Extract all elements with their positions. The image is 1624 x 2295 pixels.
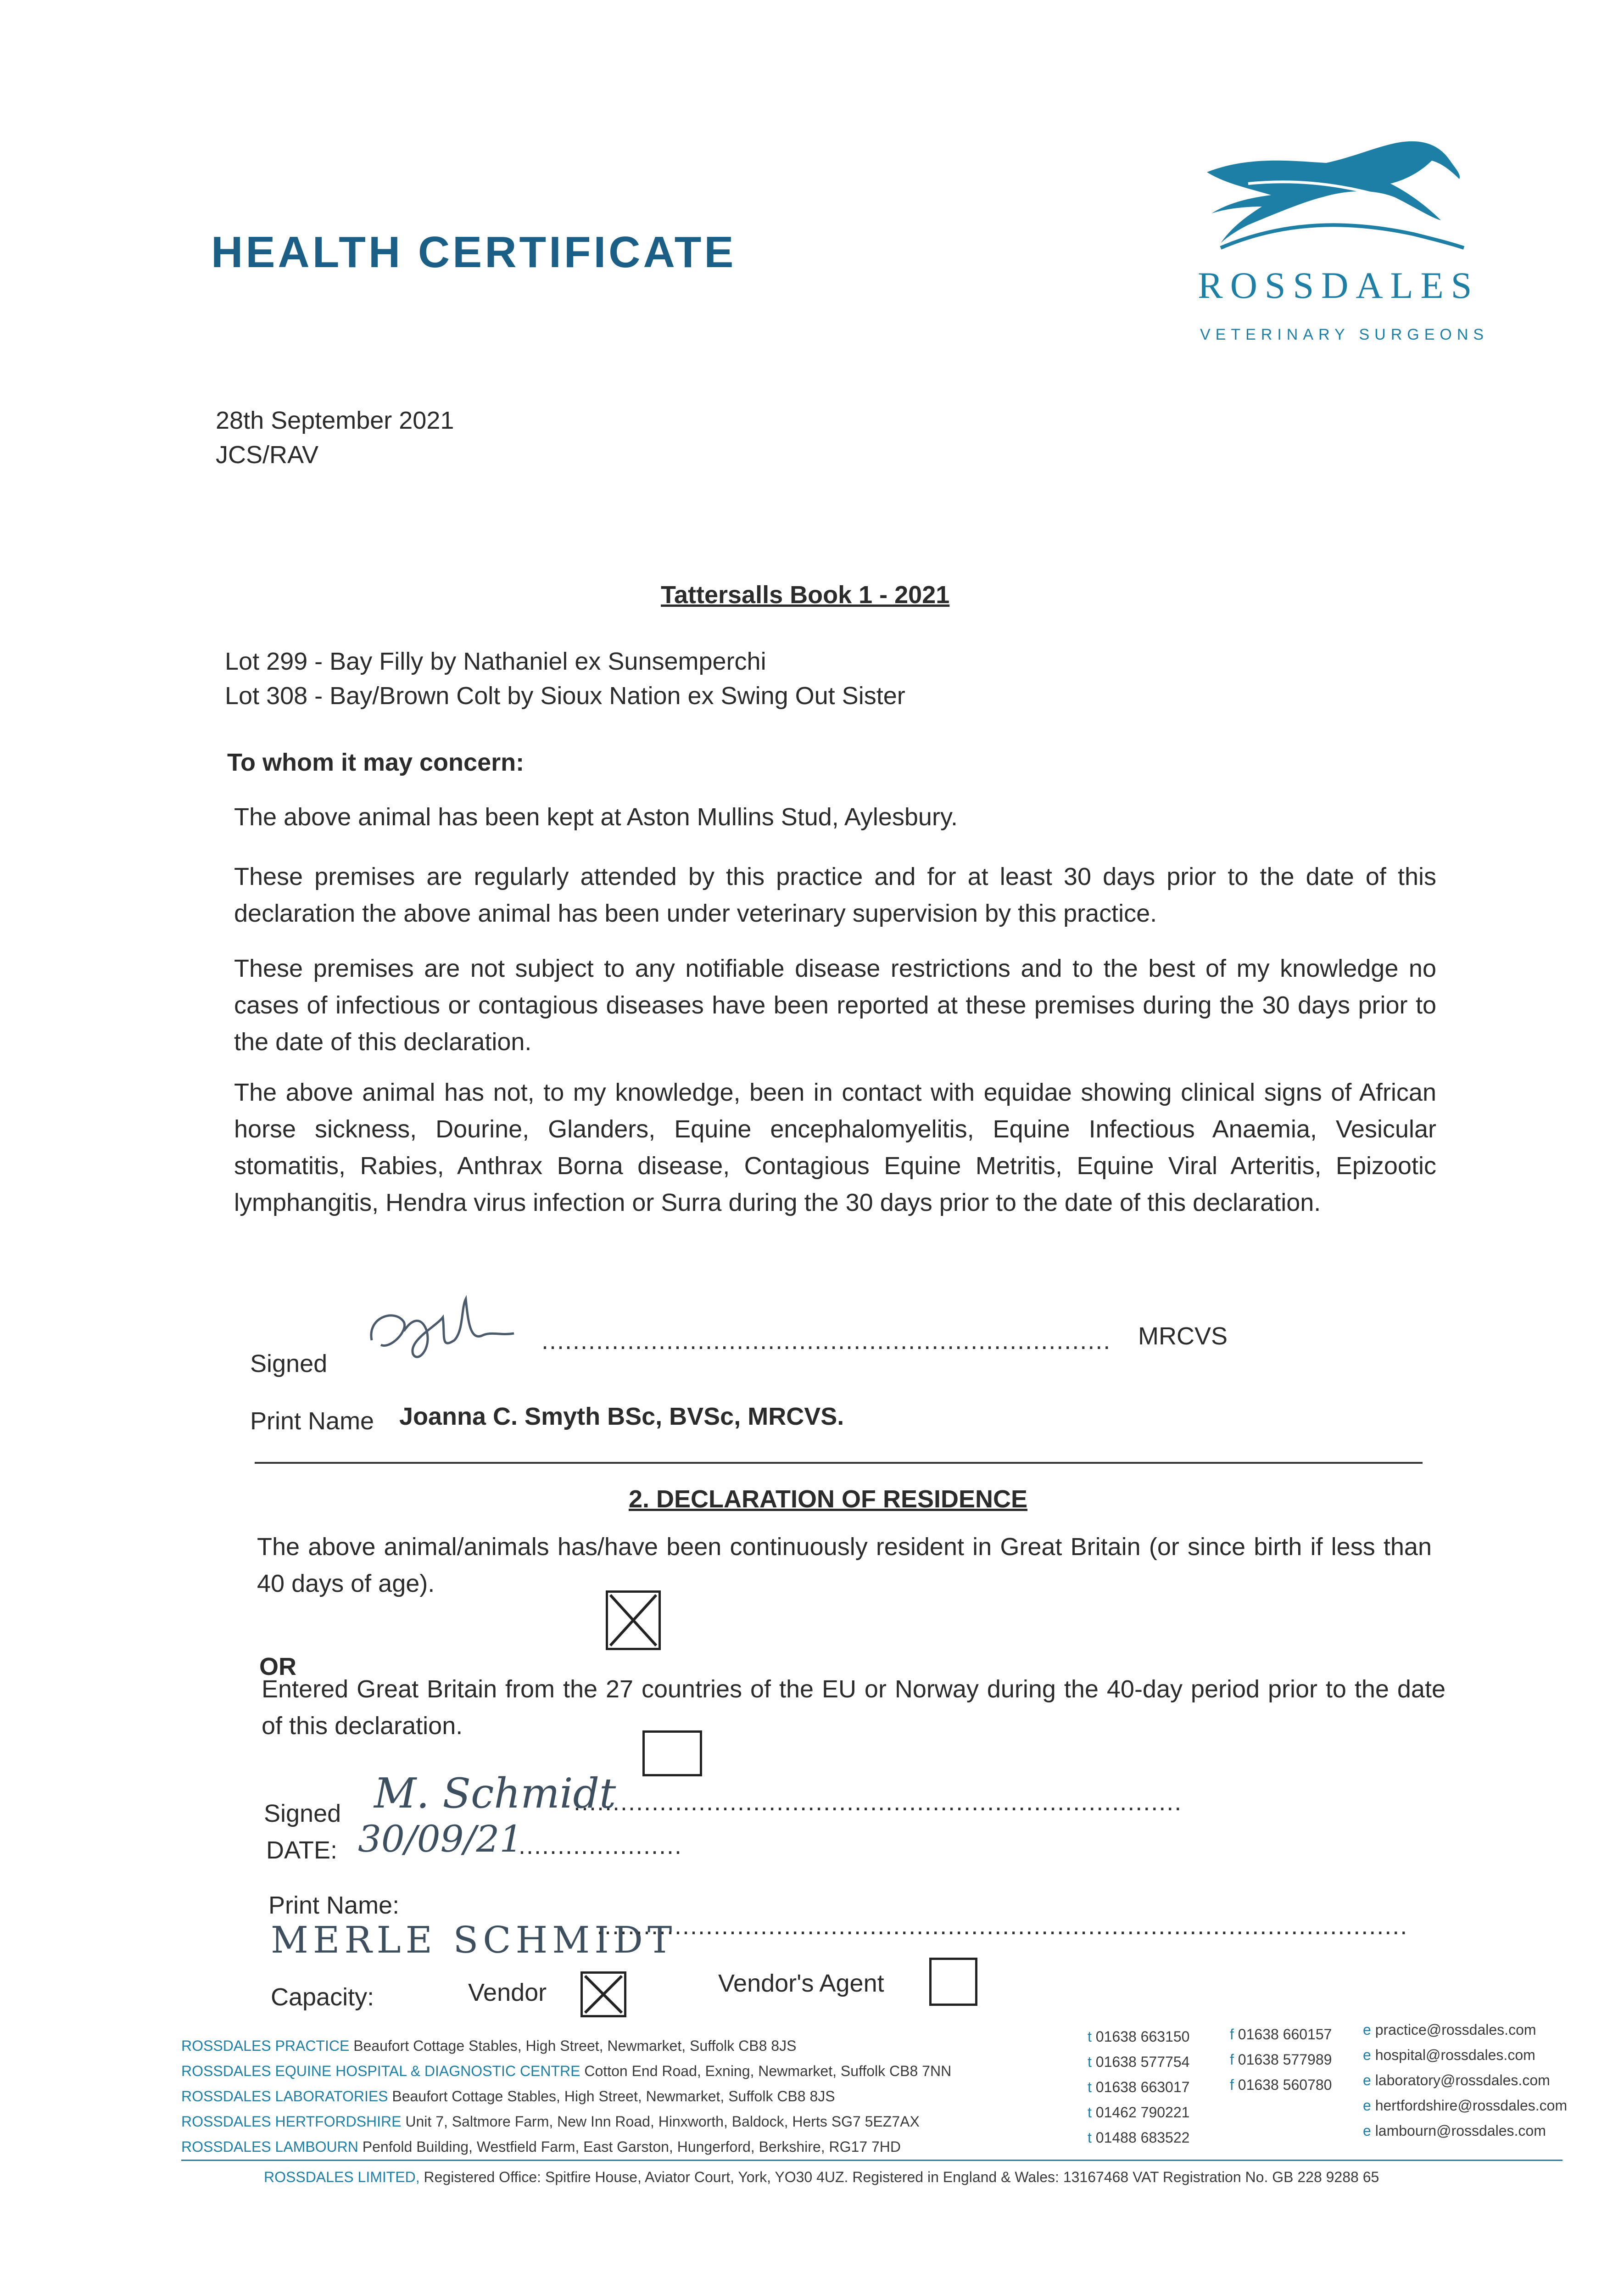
salutation: To whom it may concern: [227,749,525,776]
footer-location: ROSSDALES HERTFORDSHIRE Unit 7, Saltmore Farm, New Inn Road, Hinxworth, Baldock, Herts SG7 5EZ7AX [181,2113,920,2130]
footer-divider [181,2160,1563,2161]
footer-registration: ROSSDALES LIMITED, Registered Office: Spitfire House, Aviator Court, York, YO30 4UZ. Registered in England & Wales: 13167468 VAT Registration No. GB 228 9288 65 [264,2169,1379,2185]
footer-location: ROSSDALES LAMBOURN Penfold Building, Westfield Farm, East Garston, Hungerford, Berkshire, RG17 7HD [181,2138,901,2155]
residence-heading: 2. DECLARATION OF RESIDENCE [629,1485,1028,1513]
vet-print-name-label: Print Name [250,1407,374,1435]
footer-location: ROSSDALES LABORATORIES Beaufort Cottage Stables, High Street, Newmarket, Suffolk CB8 8JS [181,2088,835,2105]
vet-signed-suffix: MRCVS [1138,1322,1228,1350]
footer-emails: e practice@rossdales.com e hospital@rossdales.com e laboratory@rossdales.com e hertfordshire@rossdales.com e lambourn@rossdales.com [1363,2021,1568,2139]
option-1-checkbox[interactable] [606,1590,661,1650]
agent-checkbox[interactable] [929,1958,977,2006]
logo-name: ROSSDALES [1198,264,1479,306]
section-divider [255,1462,1423,1464]
certificate-paragraph: The above animal has not, to my knowledge, been in contact with equidae showing clinical signs of African horse sickness, Dourine, Glanders, Equine encephalomyelitis, Equine Infectious Anaemia, Vesicular stomatitis, Rabies, Anthrax Borna disease, Contagious Equine Metritis, Equine Viral Arteritis, Epizootic lymphangitis, Hendra virus infection or Surra during the 30 days prior to the date of this declaration. [234,1079,1436,1216]
date-value: 30/09/21 [358,1818,523,1860]
footer-phones: t 01638 663150 t 01638 577754 t 01638 663017 t 01462 790221 t 01488 683522 [1088,2028,1190,2146]
date-label: DATE: [266,1836,338,1864]
capacity-label: Capacity: [271,1983,374,2011]
document-reference: JCS/RAV [216,441,319,469]
certificate-paragraph: These premises are not subject to any notifiable disease restrictions and to the best of my knowledge no cases of infectious or contagious diseases have been reported at these premises during the 30 days prior to the date of this declaration. [234,955,1436,1056]
certificate-paragraph: The above animal has been kept at Aston Mullins Stud, Aylesbury. [234,803,958,831]
owner-signature-line: .............................................................................. [574,1788,1183,1816]
lot-line: Lot 299 - Bay Filly by Nathaniel ex Sunsemperchi [225,648,766,675]
horse-logo-icon [1193,129,1478,266]
vet-signed-label: Signed [250,1350,328,1377]
vendor-checkbox[interactable] [580,1971,626,2017]
certificate-paragraph: These premises are regularly attended by this practice and for at least 30 days prior to the date of this declaration the above animal has been under veterinary supervision by this practice. [234,863,1436,927]
date-line: ..................... [519,1832,683,1859]
footer-addresses [181,2033,1076,2160]
logo-subtitle: VETERINARY SURGEONS [1200,326,1489,343]
owner-print-name-label: Print Name: [268,1892,400,1919]
residence-option-2: Entered Great Britain from the 27 countries of the EU or Norway during the 40-day period prior to the date of this declaration. [262,1675,1445,1740]
owner-signature: M. Schmidt [374,1769,616,1818]
owner-print-name-value: MERLE SCHMIDT [271,1919,677,1961]
vet-signature [363,1290,537,1372]
owner-signed-label: Signed [264,1800,341,1827]
footer-faxes: f 01638 660157 f 01638 577989 f 01638 560780 [1230,2026,1332,2093]
option-2-checkbox[interactable] [642,1730,702,1776]
agent-label: Vendor's Agent [718,1970,884,1997]
vendor-label: Vendor [468,1979,547,2006]
check-mark-icon [583,1974,624,2015]
footer-location: ROSSDALES PRACTICE Beaufort Cottage Stables, High Street, Newmarket, Suffolk CB8 8JS [181,2038,797,2054]
check-mark-icon [608,1593,659,1648]
document-date: 28th September 2021 [216,407,454,434]
residence-option-1: The above animal/animals has/have been continuously resident in Great Britain (or since birth if less than 40 days of age). [257,1533,1432,1597]
lot-line: Lot 308 - Bay/Brown Colt by Sioux Nation ex Swing Out Sister [225,682,905,710]
sale-heading: Tattersalls Book 1 - 2021 [661,581,950,609]
footer-location: ROSSDALES EQUINE HOSPITAL & DIAGNOSTIC CENTRE Cotton End Road, Exning, Newmarket, Suffolk CB8 7NN [181,2063,952,2079]
vet-signature-line: ......................................................................... [541,1327,1111,1355]
document-title: HEALTH CERTIFICATE [211,228,737,277]
owner-print-name-line: ........................................................................................................ [597,1912,1408,1940]
or-label: OR [259,1653,296,1680]
vet-print-name-value: Joanna C. Smyth BSc, BVSc, MRCVS. [399,1403,844,1430]
